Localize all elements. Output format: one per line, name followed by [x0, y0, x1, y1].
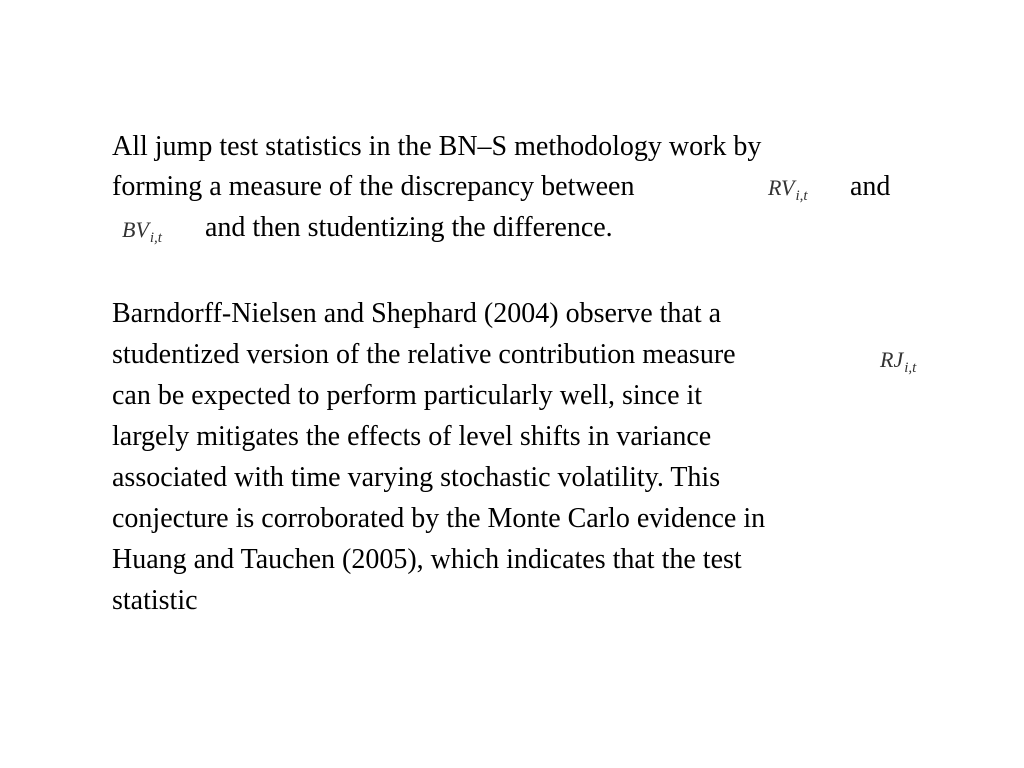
paragraph-1-line-3-text: and then studentizing the difference.: [205, 212, 613, 243]
math-bv-it: [122, 217, 162, 246]
math-rj-sub: i,t: [904, 360, 917, 376]
paragraph-2-line-6: conjecture is corroborated by the Monte Carlo evidence in: [112, 503, 766, 534]
paragraph-2-line-7: Huang and Tauchen (2005), which indicates that the test: [112, 544, 742, 575]
math-rv-base: RV: [768, 175, 795, 200]
math-bv-base: BV: [122, 217, 149, 242]
paragraph-2-line-1: Barndorff-Nielsen and Shephard (2004) observe that a: [112, 298, 722, 329]
paragraph-2-line-3: can be expected to perform particularly well, since it: [112, 380, 703, 411]
paragraph-2-line-4: largely mitigates the effects of level shifts in variance: [112, 421, 712, 452]
paragraph-2-line-2: studentized version of the relative contribution measure: [112, 339, 736, 370]
math-rj-it: [880, 347, 917, 376]
paragraph-1-line-2-text: forming a measure of the discrepancy between: [112, 171, 635, 202]
math-rj-base: RJ: [880, 347, 904, 372]
paragraph-2-line-5: associated with time varying stochastic volatility. This: [112, 462, 721, 493]
math-rv-it: [768, 175, 808, 204]
paragraph-1-line-2-and: and: [850, 171, 891, 202]
paragraph-2-line-8: statistic: [112, 585, 198, 616]
paragraph-1-line-1: All jump test statistics in the BN–S methodology work by: [112, 131, 762, 162]
math-rv-sub: i,t: [795, 188, 808, 204]
math-bv-sub: i,t: [149, 230, 162, 246]
